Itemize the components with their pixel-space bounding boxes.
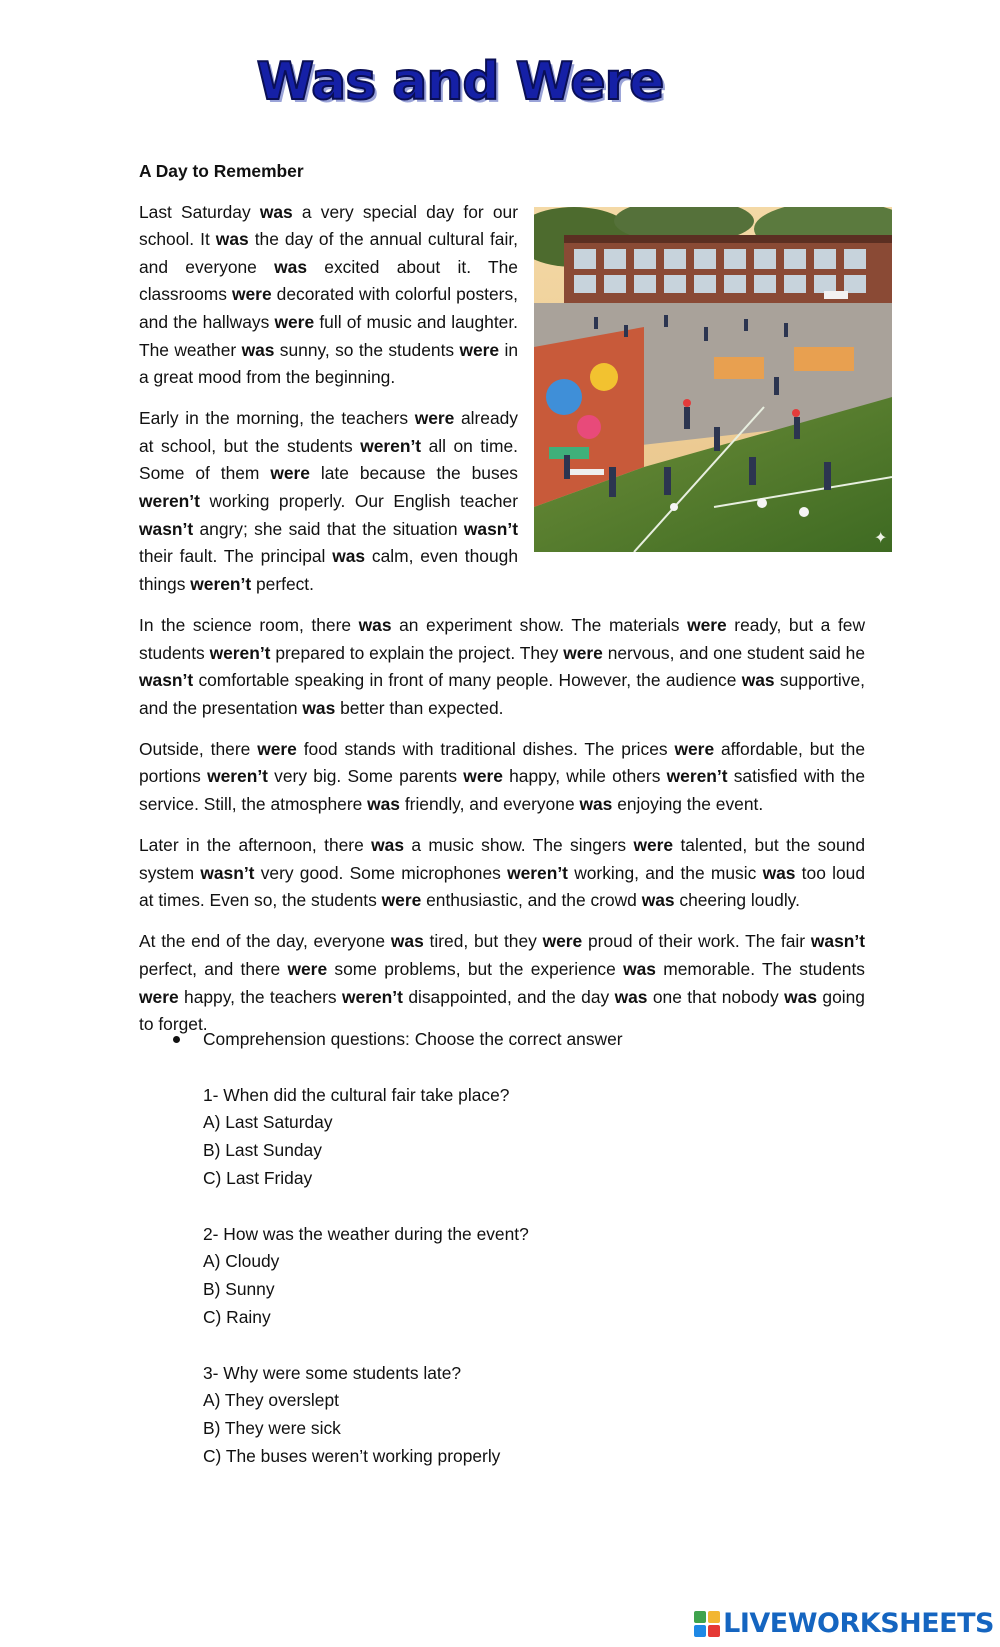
text-run: affordable, but the portions [139, 738, 865, 787]
answer-option[interactable]: A) Cloudy [203, 1251, 280, 1272]
verb-highlight: weren’t [360, 435, 422, 456]
text-run: Outside, there [139, 738, 258, 759]
brand-name: LIVEWORKSHEETS [723, 1608, 994, 1639]
text-run: enthusiastic, and the crowd [421, 890, 642, 911]
verb-highlight: weren’t [666, 766, 728, 787]
story-paragraph [139, 832, 865, 915]
text-run: full of music and laughter. The weather [139, 311, 518, 360]
verb-highlight: were [257, 738, 297, 759]
verb-highlight: were [139, 986, 179, 1007]
verb-highlight: was [215, 229, 249, 250]
verb-highlight: was [302, 697, 336, 718]
verb-highlight: were [274, 311, 315, 332]
text-run: one that nobody [647, 986, 785, 1007]
story-heading: A Day to Remember [139, 161, 304, 181]
text-run: very good. Some microphones [254, 862, 508, 883]
text-run: tired, but they [423, 931, 543, 952]
verb-highlight: was [241, 339, 275, 360]
text-run: proud of their work. The fair [582, 931, 811, 952]
verb-highlight: was [371, 835, 404, 856]
text-run: calm, even though things [139, 546, 518, 594]
text-run: ready, but a few students [139, 614, 866, 663]
text-run: already at school, but the students [139, 408, 519, 456]
question-text: 3- Why were some students late? [203, 1362, 462, 1383]
text-run: At the end of the day, everyone [139, 931, 391, 952]
text-run: happy, the teachers [178, 986, 343, 1007]
verb-highlight: was [259, 201, 293, 222]
verb-highlight: wasn’t [463, 518, 518, 539]
text-run: prepared to explain the project. They [270, 642, 564, 663]
verb-highlight: were [270, 463, 310, 484]
verb-highlight: were [459, 339, 500, 360]
text-run: talented, but the sound system [139, 835, 865, 883]
verb-highlight: was [784, 986, 818, 1007]
answer-option[interactable]: B) Sunny [203, 1279, 275, 1300]
text-run: going to forget. [139, 986, 865, 1035]
text-run: Early in the morning, the teachers [139, 408, 415, 429]
verb-highlight: was [741, 670, 775, 691]
verb-highlight: was [579, 793, 613, 814]
answer-option[interactable]: A) They overslept [203, 1390, 339, 1411]
verb-highlight: were [231, 284, 272, 305]
story [139, 158, 888, 1052]
question-text: 2- How was the weather during the event? [203, 1223, 529, 1244]
question-2 [173, 1221, 873, 1332]
brand-logo[interactable] [694, 1608, 994, 1639]
text-run: late because the buses [309, 463, 519, 484]
verb-highlight: wasn’t [139, 518, 194, 539]
text-run: food stands with traditional dishes. The prices [296, 738, 675, 759]
text-run: working, and the music [567, 862, 763, 883]
verb-highlight: were [563, 642, 603, 663]
answer-option[interactable]: C) Last Friday [203, 1167, 313, 1188]
answer-option[interactable]: C) The buses weren’t working properly [203, 1445, 501, 1466]
answer-option[interactable]: B) They were sick [203, 1418, 341, 1439]
text-run: better than expected. [335, 697, 504, 718]
verb-highlight: was [623, 958, 656, 979]
verb-highlight: weren’t [190, 573, 252, 594]
verb-highlight: were [414, 408, 455, 429]
verb-highlight: were [287, 958, 328, 979]
verb-highlight: was [641, 890, 675, 911]
verb-highlight: were [687, 614, 727, 635]
text-run: angry; she said that the situation [193, 518, 464, 539]
answer-option[interactable]: A) Last Saturday [203, 1112, 333, 1133]
verb-highlight: wasn’t [200, 862, 255, 883]
verb-highlight: was [614, 986, 648, 1007]
verb-highlight: were [381, 890, 422, 911]
verb-highlight: were [674, 738, 715, 759]
story-paragraph [139, 928, 865, 1038]
story-paragraph [139, 612, 865, 722]
text-run: an experiment show. The materials [391, 614, 688, 635]
verb-highlight: was [358, 614, 392, 635]
verb-highlight: were [463, 766, 503, 787]
verb-highlight: wasn’t [139, 670, 194, 691]
verb-highlight: was [390, 931, 424, 952]
text-run: the day of the annual cultural fair, and everyone [139, 229, 518, 277]
verb-highlight: weren’t [507, 862, 568, 883]
text-run: a very special day for our school. It [139, 201, 518, 250]
text-run: all on time. Some of them [139, 435, 518, 484]
text-run: disappointed, and the day [402, 986, 615, 1007]
verb-highlight: was [762, 862, 796, 883]
text-run: cheering loudly. [674, 890, 800, 911]
text-run: memorable. The students [655, 958, 865, 979]
text-run: excited about it. The classrooms [139, 256, 518, 305]
question-3 [173, 1360, 873, 1471]
verb-highlight: weren’t [342, 986, 403, 1007]
liveworksheets-logo-icon [694, 1611, 720, 1637]
text-run: very big. Some parents [267, 766, 464, 787]
text-run: sunny, so the students [274, 339, 460, 360]
text-run: friendly, and everyone [399, 793, 580, 814]
text-run: enjoying the event. [612, 793, 764, 814]
question-text: 1- When did the cultural fair take place? [203, 1084, 510, 1105]
text-run: Later in the afternoon, there [139, 835, 372, 856]
verb-highlight: was [367, 793, 400, 814]
text-run: satisfied with the service. Still, the atmosphere [139, 766, 866, 814]
text-run: In the science room, there [139, 614, 359, 635]
bullet-icon [173, 1036, 180, 1043]
text-run: decorated with colorful posters, and the hallways [139, 284, 518, 332]
text-run: perfect, and there [139, 958, 288, 979]
text-run: Last Saturday [139, 201, 260, 222]
questions-intro: Comprehension questions: Choose the correct answer [203, 1029, 623, 1049]
text-run: nervous, and one student said he [602, 642, 865, 663]
text-run: perfect. [251, 573, 314, 594]
answer-option[interactable]: C) Rainy [203, 1306, 271, 1327]
story-paragraph [139, 736, 865, 819]
text-run: comfortable speaking in front of many people. However, the audience [193, 670, 742, 691]
text-run: working properly. Our English teacher [199, 491, 518, 512]
verb-highlight: weren’t [209, 642, 271, 663]
svg-text:✦: ✦ [874, 527, 888, 547]
verb-highlight: weren’t [207, 766, 268, 787]
verb-highlight: was [332, 546, 366, 567]
verb-highlight: was [274, 256, 308, 277]
text-run: their fault. The principal [139, 546, 333, 567]
page-title: Was and Were [256, 52, 664, 112]
verb-highlight: wasn’t [810, 931, 865, 952]
text-run: happy, while others [502, 766, 667, 787]
fair-photo [534, 207, 892, 552]
question-1 [173, 1082, 873, 1193]
verb-highlight: were [542, 931, 583, 952]
answer-option[interactable]: B) Last Sunday [203, 1140, 322, 1161]
text-run: supportive, and the presentation [139, 670, 865, 718]
verb-highlight: weren’t [139, 491, 200, 512]
questions-intro-row [173, 1026, 873, 1054]
text-run: some problems, but the experience [327, 958, 624, 979]
text-run: a music show. The singers [404, 835, 634, 856]
verb-highlight: were [633, 835, 674, 856]
text-run: too loud at times. Even so, the students [139, 862, 865, 911]
comprehension-questions [173, 1026, 873, 1471]
text-run: in a great mood from the beginning. [139, 339, 519, 388]
